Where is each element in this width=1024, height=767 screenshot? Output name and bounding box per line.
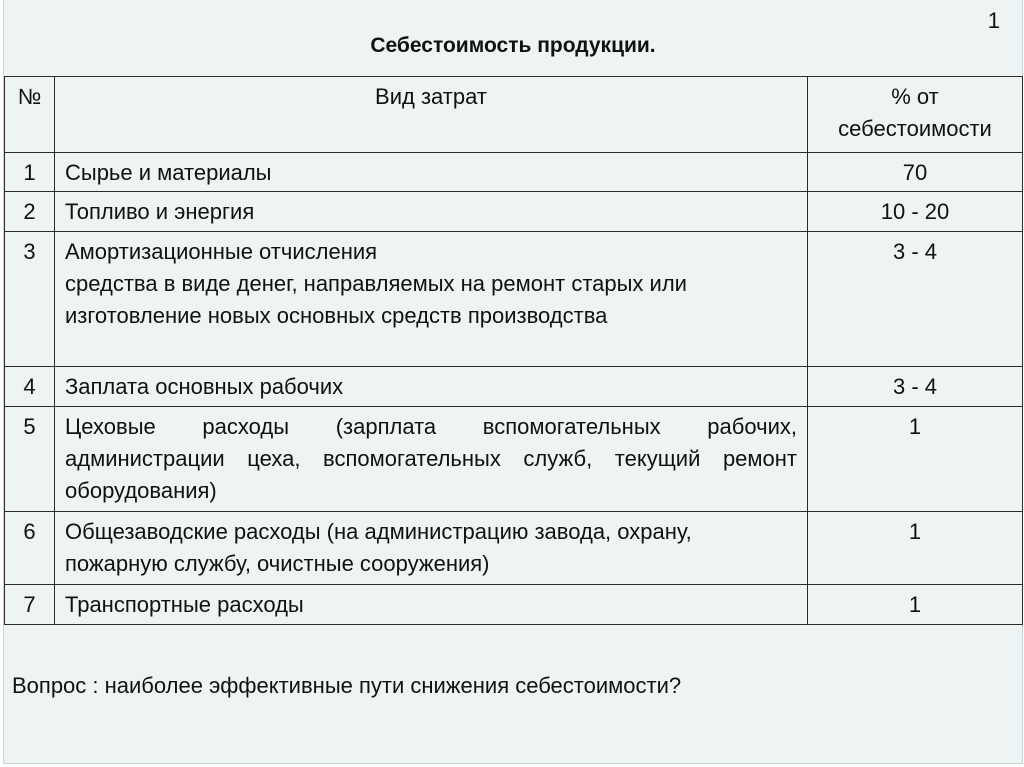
row-cost-name: Транспортные расходы <box>55 585 808 625</box>
table-row <box>5 232 1023 367</box>
row-cost-name: Сырье и материалы <box>55 153 808 192</box>
row-percent: 1 <box>808 585 1023 625</box>
row-number: 1 <box>5 153 55 192</box>
row-number: 4 <box>5 367 55 407</box>
header-number: № <box>5 77 55 153</box>
row-percent: 10 - 20 <box>808 192 1023 232</box>
table-row <box>5 192 1023 232</box>
row-number: 6 <box>5 512 55 585</box>
row-cost-name: Топливо и энергия <box>55 192 808 232</box>
question-text: Вопрос : наиболее эффективные пути снижения себестоимости? <box>12 673 682 698</box>
table-row <box>5 585 1023 625</box>
header-cost-type: Вид затрат <box>55 77 808 153</box>
header-percent <box>808 77 1023 153</box>
page-title: Себестоимость продукции. <box>370 34 656 57</box>
row-number: 5 <box>5 407 55 512</box>
row-cost-name: Заплата основных рабочих <box>55 367 808 407</box>
row-number: 2 <box>5 192 55 232</box>
table-row <box>5 153 1023 192</box>
row-number: 3 <box>5 232 55 367</box>
row-cost-name <box>55 232 808 367</box>
row-cost-name-line: Амортизационные отчисления <box>65 239 378 264</box>
table-header-row <box>5 77 1023 153</box>
row-cost-description: средства в виде денег, направляемых на ремонт старых или изготовление новых основных средств производства <box>65 271 687 328</box>
row-cost-name: Общезаводские расходы (на администрацию завода, охрану, пожарную службу, очистные сооружения) <box>55 512 808 585</box>
row-percent: 1 <box>808 407 1023 512</box>
slide-number: 1 <box>987 8 1000 33</box>
table-row <box>5 367 1023 407</box>
header-percent-line1: % от <box>891 84 939 109</box>
row-percent: 70 <box>808 153 1023 192</box>
row-cost-name: Цеховые расходы (зарплата вспомогательных рабочих, администрации цеха, вспомогательных служб, текущий ремонт оборудования) <box>55 407 808 512</box>
header-percent-line2: себестоимости <box>838 116 992 141</box>
row-percent: 1 <box>808 512 1023 585</box>
table-row <box>5 512 1023 585</box>
row-number: 7 <box>5 585 55 625</box>
table-row <box>5 407 1023 512</box>
cost-table <box>4 76 1023 625</box>
row-percent: 3 - 4 <box>808 232 1023 367</box>
row-percent: 3 - 4 <box>808 367 1023 407</box>
